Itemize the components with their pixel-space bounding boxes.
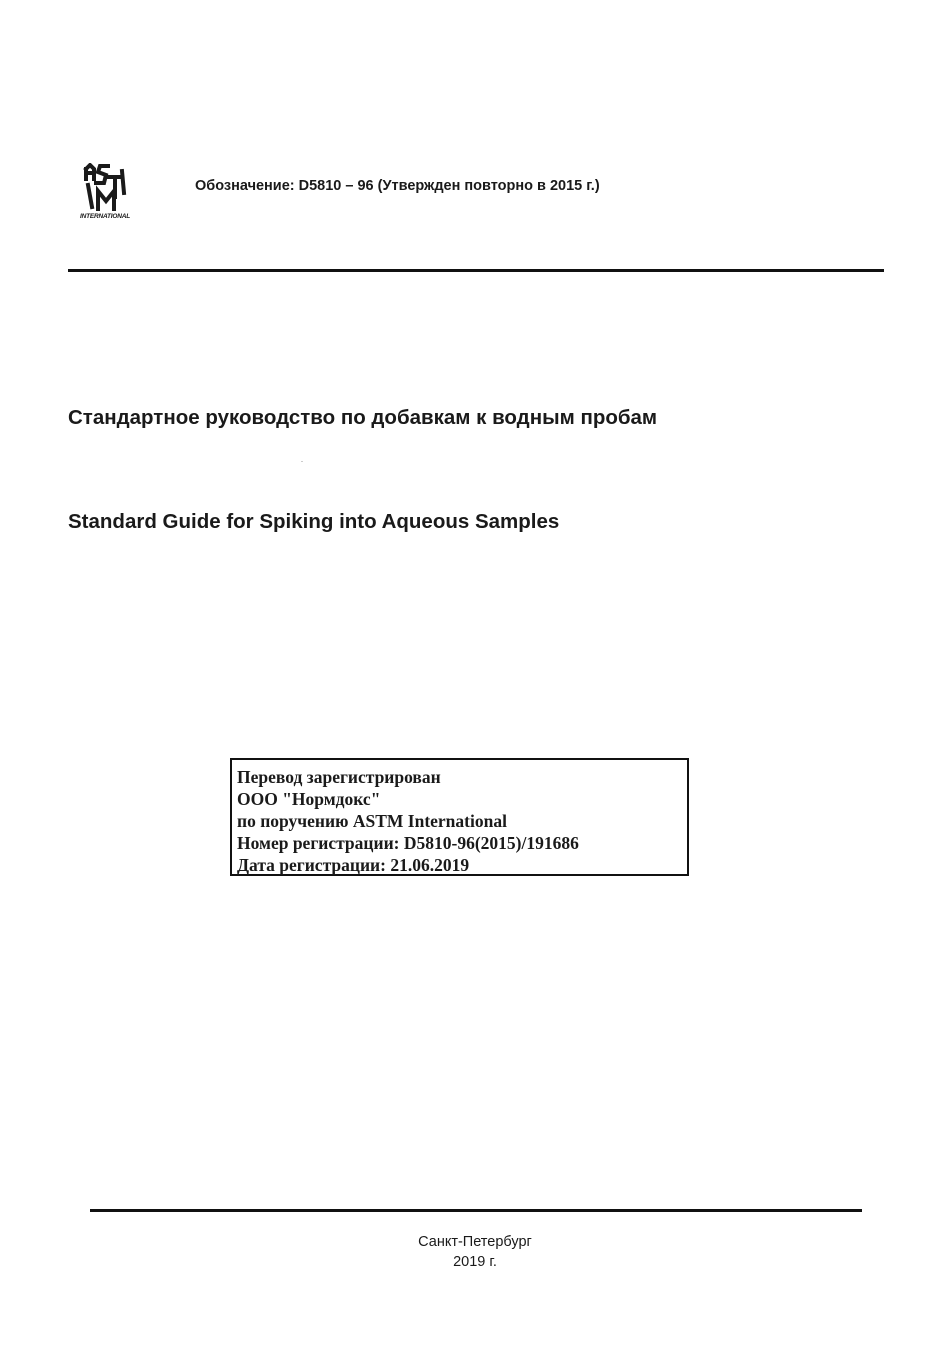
header-divider — [68, 269, 884, 272]
title-english: Standard Guide for Spiking into Aqueous Samples — [68, 510, 560, 533]
registration-line-company: ООО "Нормдокс" — [237, 789, 381, 809]
logo-caption: INTERNATIONAL — [80, 213, 130, 220]
document-designation: Обозначение: D5810 – 96 (Утвержден повторно в 2015 г.) — [195, 178, 600, 194]
scan-speck — [301, 461, 303, 462]
footer — [0, 1232, 950, 1272]
astm-international-logo-icon — [78, 163, 134, 223]
title-russian: Стандартное руководство по добавкам к водным пробам — [68, 406, 658, 429]
registration-stamp-box — [230, 758, 689, 876]
registration-line-date: Дата регистрации: 21.06.2019 — [237, 855, 470, 875]
registration-line-authority: по поручению ASTM International — [237, 811, 507, 831]
registration-line-number: Номер регистрации: D5810-96(2015)/191686 — [237, 833, 579, 853]
footer-year: 2019 г. — [453, 1254, 497, 1270]
footer-city: Санкт-Петербург — [418, 1234, 532, 1250]
footer-divider — [90, 1209, 862, 1212]
registration-line-status: Перевод зарегистрирован — [237, 767, 441, 787]
